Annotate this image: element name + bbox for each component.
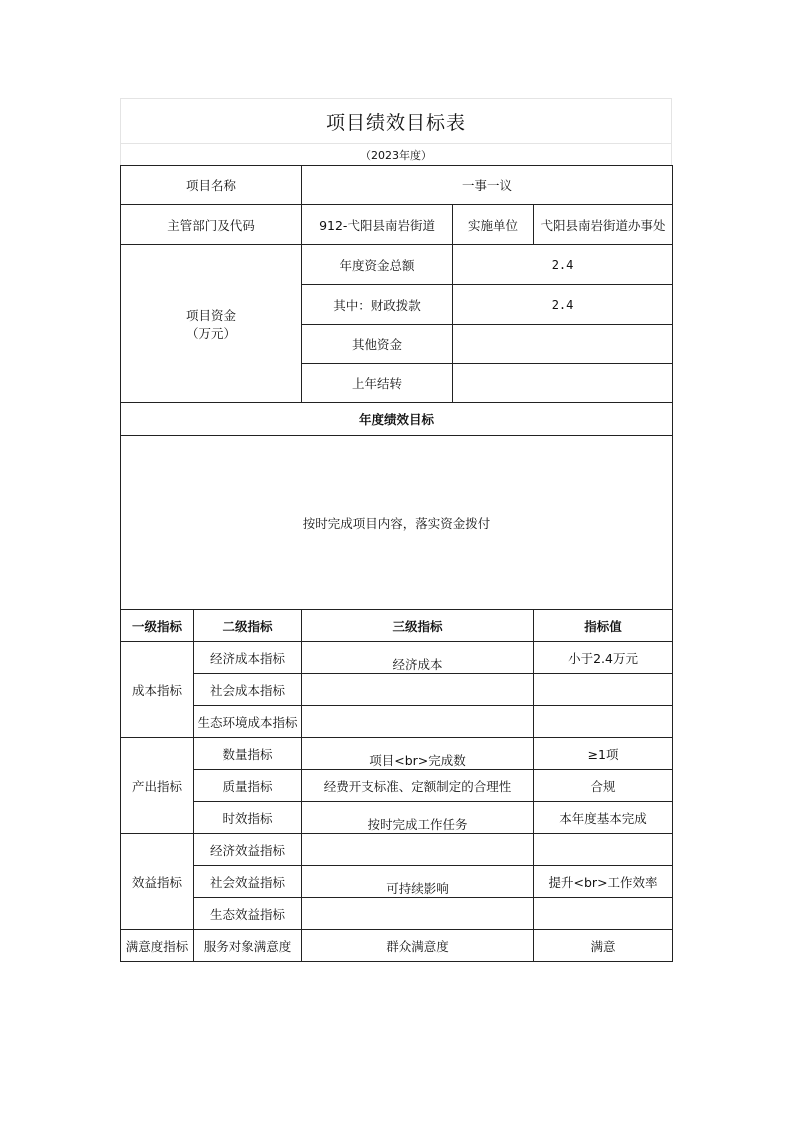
funds-other-label: 其他资金: [302, 325, 453, 364]
output-time-value: 本年度基本完成: [534, 802, 673, 834]
dept-value: 912-弋阳县南岩街道: [302, 205, 453, 245]
header-level1: 一级指标: [121, 610, 194, 642]
impl-value: 弋阳县南岩街道办事处: [534, 205, 673, 245]
cost-l1: 成本指标: [121, 642, 194, 738]
benefit-eco-value: [534, 898, 673, 930]
satisfaction-l2: 服务对象满意度: [194, 930, 302, 962]
benefit-econ-l3: [302, 834, 534, 866]
project-name-value: 一事一议: [302, 166, 673, 205]
benefit-social-l2: 社会效益指标: [194, 866, 302, 898]
cost-social-l2: 社会成本指标: [194, 674, 302, 706]
funds-label-line2: （万元）: [186, 325, 237, 341]
cost-econ-value: 小于2.4万元: [534, 642, 673, 674]
cost-econ-l3-text: 经济成本: [392, 656, 443, 672]
header-level3: 三级指标: [302, 610, 534, 642]
cost-eco-l3: [302, 706, 534, 738]
output-time-l3: [302, 802, 534, 834]
output-l1: 产出指标: [121, 738, 194, 834]
output-qty-l3: [302, 738, 534, 770]
funds-fiscal-value: 2.4: [453, 285, 673, 325]
cost-econ-l3: [302, 642, 534, 674]
satisfaction-value: 满意: [534, 930, 673, 962]
performance-sheet: [120, 98, 672, 962]
funds-carry-value: [453, 364, 673, 403]
benefit-social-l3-text: 可持续影响: [386, 880, 449, 896]
annual-goal-header: 年度绩效目标: [121, 403, 673, 436]
benefit-eco-l2: 生态效益指标: [194, 898, 302, 930]
output-time-l3-text: 按时完成工作任务: [367, 816, 468, 832]
satisfaction-l1: 满意度指标: [121, 930, 194, 962]
project-name-label: 项目名称: [121, 166, 302, 205]
output-qty-value: ≥1项: [534, 738, 673, 770]
output-time-l2: 时效指标: [194, 802, 302, 834]
benefit-l1: 效益指标: [121, 834, 194, 930]
benefit-econ-value: [534, 834, 673, 866]
year-label: （2023年度）: [120, 143, 672, 165]
cost-eco-value: [534, 706, 673, 738]
cost-econ-l2: 经济成本指标: [194, 642, 302, 674]
funds-total-value: 2.4: [453, 245, 673, 285]
performance-table: [120, 165, 673, 962]
benefit-econ-l2: 经济效益指标: [194, 834, 302, 866]
output-quality-value: 合规: [534, 770, 673, 802]
benefit-eco-l3: [302, 898, 534, 930]
funds-label-line1: 项目资金: [186, 307, 237, 323]
output-qty-l2: 数量指标: [194, 738, 302, 770]
page-title: 项目绩效目标表: [120, 98, 672, 143]
output-qty-l3-text: 项目<br>完成数: [369, 752, 466, 768]
dept-label: 主管部门及代码: [121, 205, 302, 245]
satisfaction-l3: 群众满意度: [302, 930, 534, 962]
funds-label: [121, 245, 302, 403]
impl-label: 实施单位: [453, 205, 534, 245]
funds-total-label: 年度资金总额: [302, 245, 453, 285]
header-value: 指标值: [534, 610, 673, 642]
cost-social-value: [534, 674, 673, 706]
benefit-social-l3: [302, 866, 534, 898]
output-quality-l2: 质量指标: [194, 770, 302, 802]
funds-carry-label: 上年结转: [302, 364, 453, 403]
cost-eco-l2: 生态环境成本指标: [194, 706, 302, 738]
cost-social-l3: [302, 674, 534, 706]
benefit-social-value: 提升<br>工作效率: [534, 866, 673, 898]
annual-goal-text: 按时完成项目内容，落实资金拨付: [121, 436, 673, 610]
header-level2: 二级指标: [194, 610, 302, 642]
funds-other-value: [453, 325, 673, 364]
funds-fiscal-label: 其中：财政拨款: [302, 285, 453, 325]
output-quality-l3: 经费开支标准、定额制定的合理性: [302, 770, 534, 802]
